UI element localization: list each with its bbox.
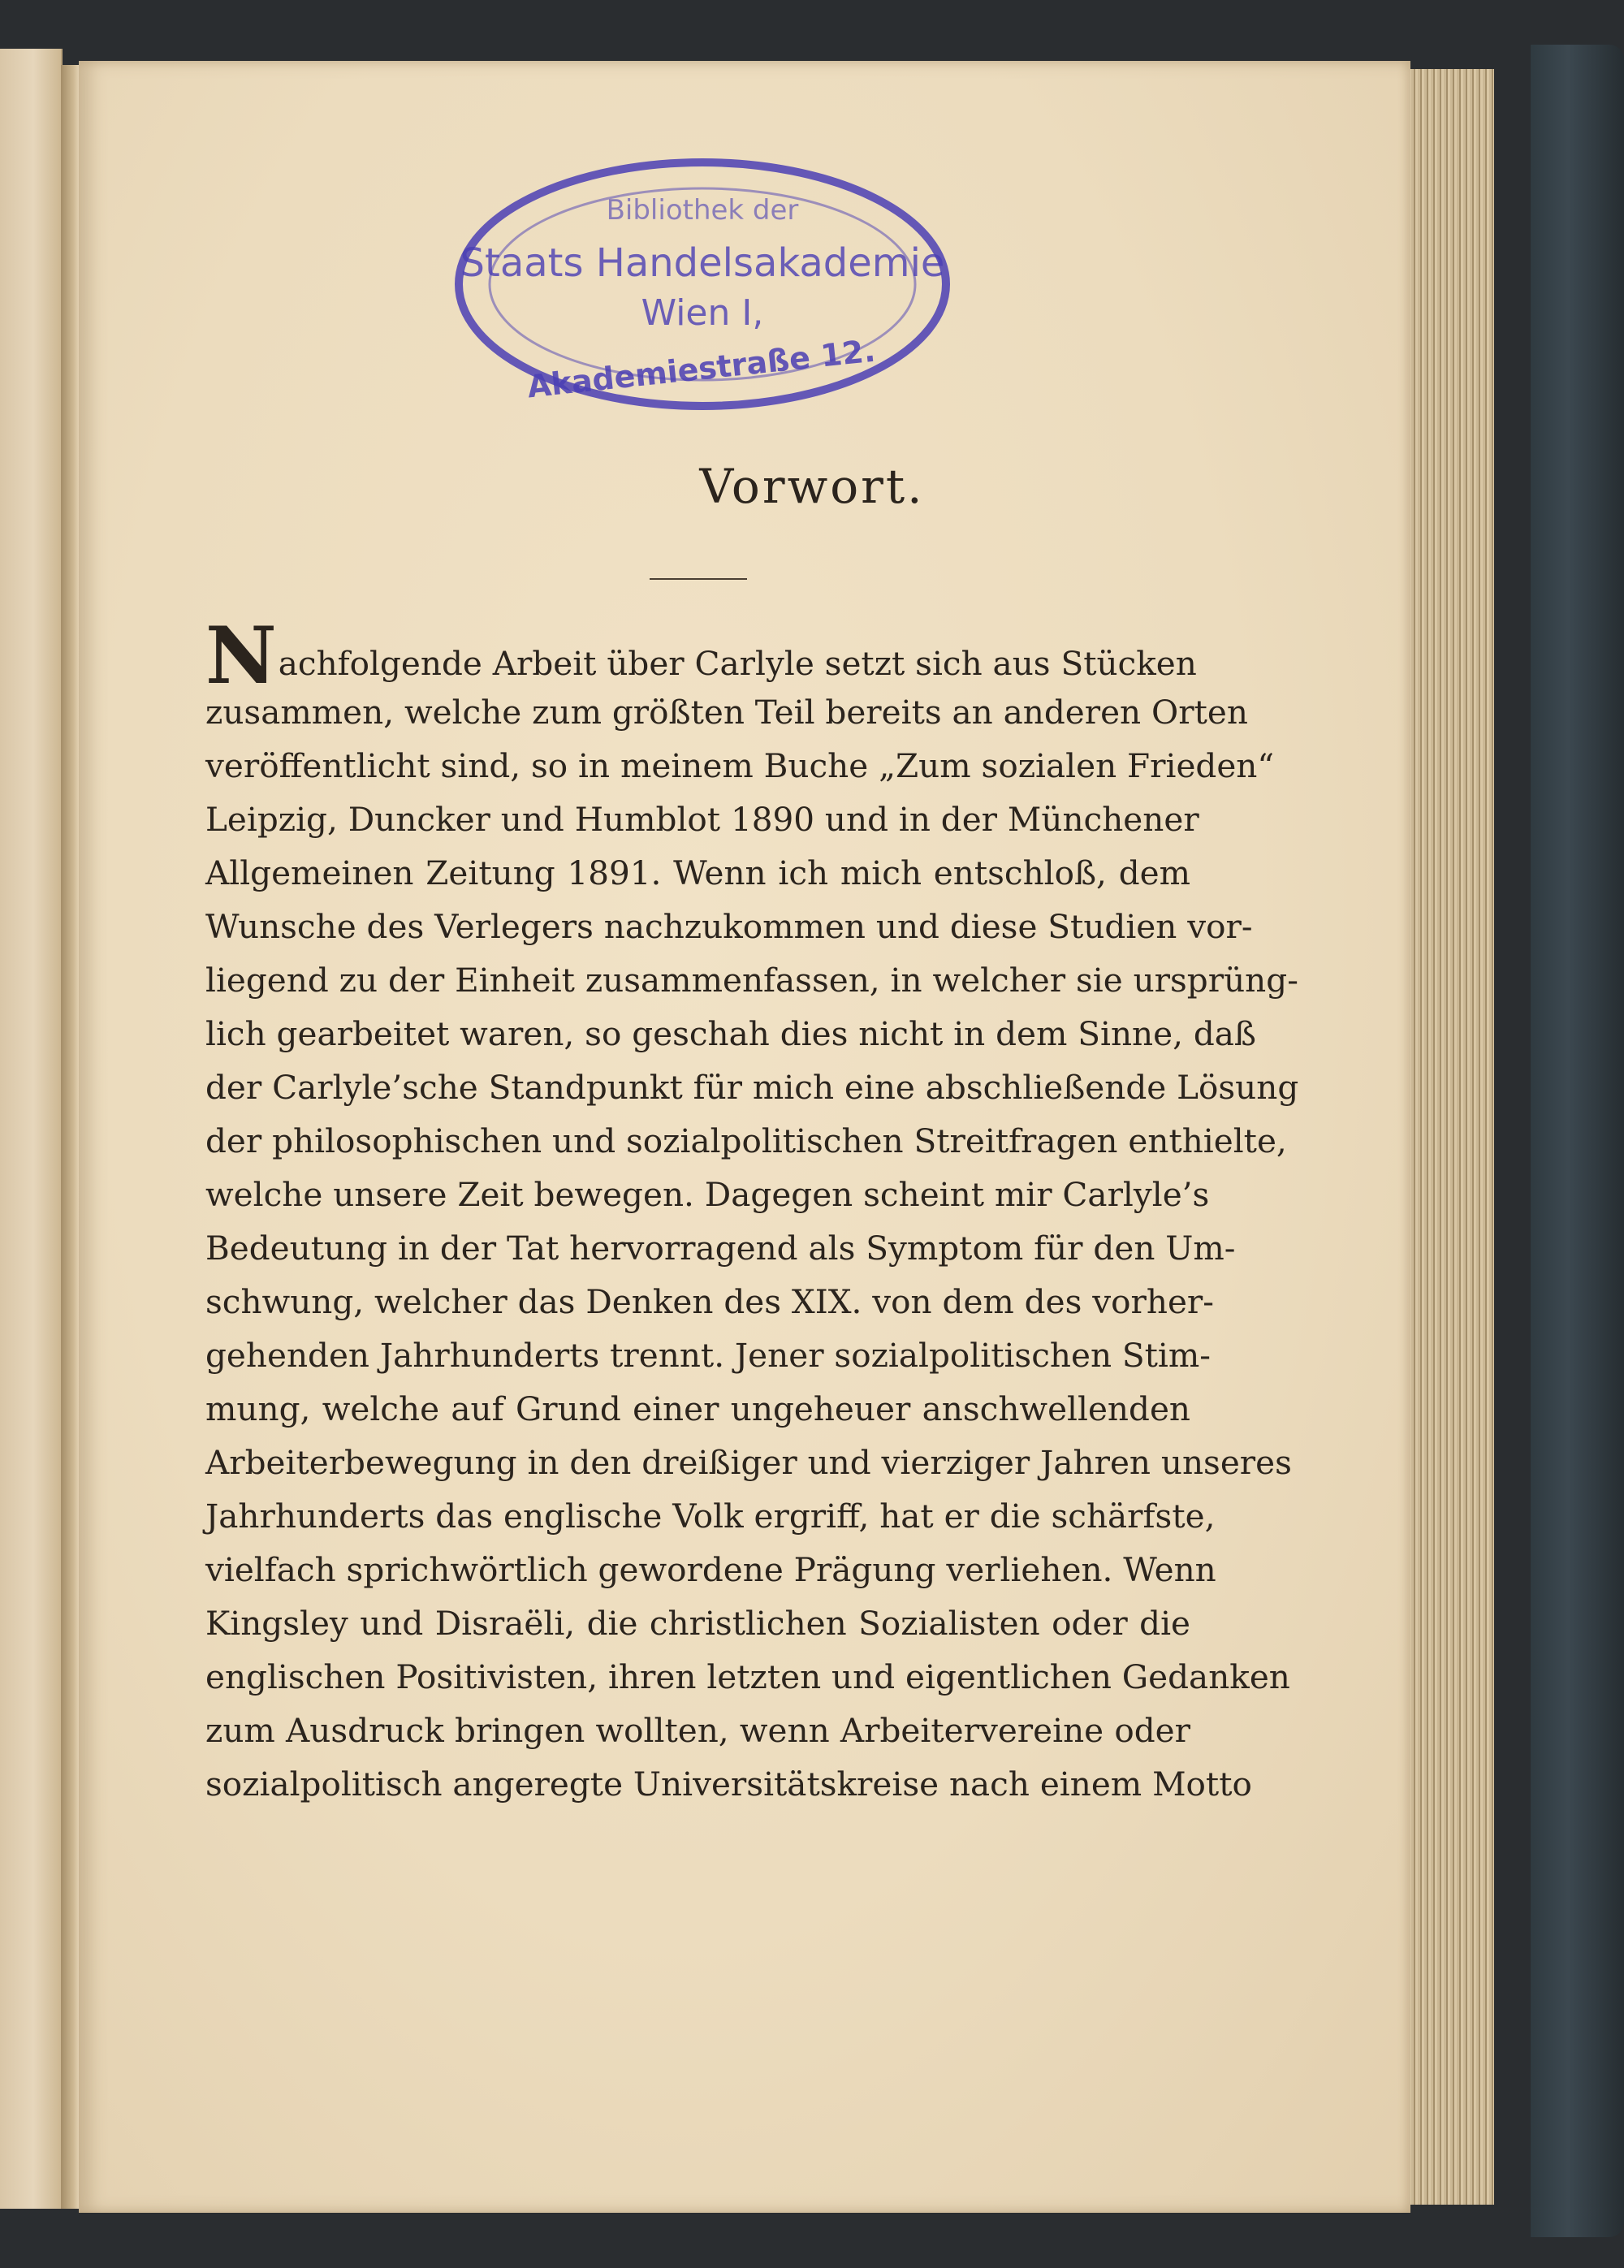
svg-text:Staats Handelsakademie: Staats Handelsakademie <box>460 240 945 286</box>
book-binding <box>1531 45 1624 2237</box>
text-line: Nachfolgende Arbeit über Carlyle setzt sich aus Stücken <box>205 610 1197 702</box>
text-line: Jahrhunderts das englische Volk ergriff, hat er die schärfste, <box>205 1497 1216 1536</box>
preface-paragraph <box>205 610 1299 1811</box>
text-line: mung, welche auf Grund einer ungeheuer anschwellenden <box>205 1389 1190 1428</box>
svg-text:Wien I,: Wien I, <box>641 292 764 334</box>
text-line: der philosophischen und sozialpolitischen Streitfragen enthielte, <box>205 1121 1287 1160</box>
text-line: Arbeiterbewegung in den dreißiger und vierziger Jahren unseres <box>205 1443 1292 1482</box>
drop-cap: N <box>205 610 277 702</box>
text-line: zusammen, welche zum größten Teil bereits an anderen Orten <box>205 693 1248 732</box>
text-line: Leipzig, Duncker und Humblot 1890 und in der Münchener <box>205 800 1199 839</box>
text-line: welche unsere Zeit bewegen. Dagegen scheint mir Carlyle’s <box>205 1175 1210 1214</box>
text-line: sozialpolitisch angeregte Universitätskreise nach einem Motto <box>205 1765 1252 1804</box>
text-line: vielfach sprichwörtlich gewordene Prägung verliehen. Wenn <box>205 1550 1216 1589</box>
text-line: lich gearbeitet waren, so geschah dies nicht in dem Sinne, daß <box>205 1014 1256 1053</box>
text-line: liegend zu der Einheit zusammenfassen, in welcher sie ursprüng- <box>205 961 1298 1000</box>
text-line: gehenden Jahrhunderts trennt. Jener sozialpolitischen Stim- <box>205 1336 1211 1375</box>
title-rule <box>650 578 747 580</box>
library-stamp-seal <box>443 142 962 426</box>
library-stamp <box>443 142 962 426</box>
page-title: Vorwort. <box>699 459 925 514</box>
page-edges <box>1403 69 1494 2205</box>
text-line: Wunsche des Verlegers nachzukommen und diese Studien vor- <box>205 907 1253 946</box>
book-gutter <box>61 65 79 2209</box>
text-line: Kingsley und Disraëli, die christlichen Sozialisten oder die <box>205 1604 1190 1643</box>
left-page-edge <box>0 49 63 2209</box>
svg-text:Bibliothek der: Bibliothek der <box>606 194 799 227</box>
svg-text:Akademiestraße 12.: Akademiestraße 12. <box>525 332 878 405</box>
text-line: veröffentlicht sind, so in meinem Buche „Zum sozialen Frieden“ <box>205 746 1275 785</box>
text-line: schwung, welcher das Denken des XIX. von dem des vorher- <box>205 1282 1214 1321</box>
text-line: zum Ausdruck bringen wollten, wenn Arbeitervereine oder <box>205 1711 1190 1750</box>
text-line: der Carlyle’sche Standpunkt für mich eine abschließende Lösung <box>205 1068 1299 1107</box>
text-line: Bedeutung in der Tat hervorragend als Symptom für den Um- <box>205 1229 1236 1268</box>
text-line: Allgemeinen Zeitung 1891. Wenn ich mich entschloß, dem <box>205 853 1190 892</box>
text-line: englischen Positivisten, ihren letzten und eigentlichen Gedanken <box>205 1657 1290 1696</box>
